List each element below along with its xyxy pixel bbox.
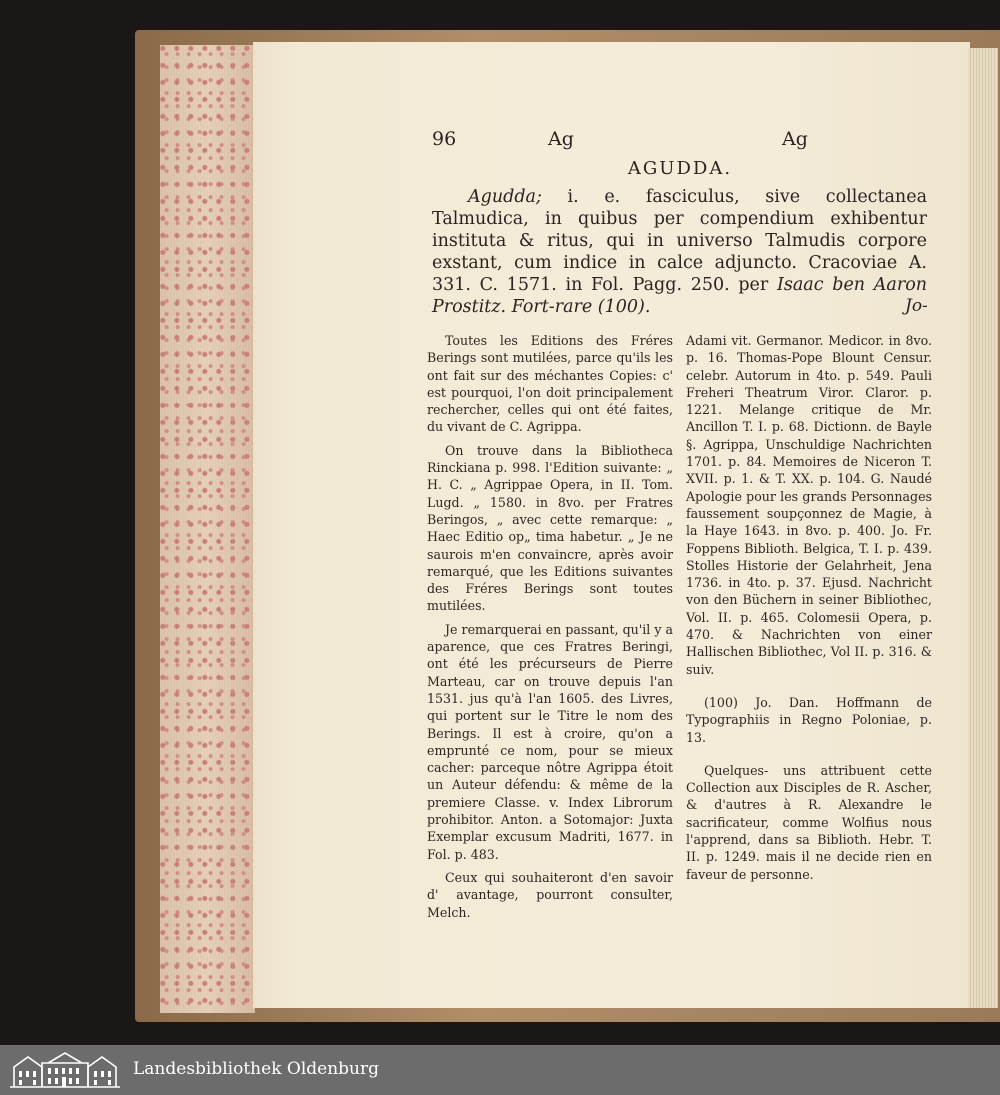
entry-title: AGUDDA. xyxy=(627,158,733,179)
entry-text xyxy=(432,186,927,318)
institution-name: Landesbibliothek Oldenburg xyxy=(133,1059,380,1079)
footnote: (100) Jo. Dan. Hoffmann de Typographiis in Regno Poloniae, p. 13. xyxy=(686,694,932,745)
paragraph: Je remarquerai en passant, qu'il y a aparence, que ces Fratres Beringi, ont été les précurseurs de Pierre Marteau, car on trouve depuis l'an 1531. jus qu'à l'an 1605. des Livres, qui portent sur le Titre le nom des Berings. Il est à croire, qu'on a emprunté ce nom, pour se mieux cacher: parceque nôtre Agrippa étoit un Auteur défendu: & même de la premiere Classe. v. Index Librorum prohibitor. Anton. a Sotomajor: Juxta Exemplar excusum Madriti, 1677. in Fol. p. 483. xyxy=(427,621,673,862)
entry-headword: Agudda; xyxy=(468,187,542,207)
paragraph: Ceux qui souhaiteront d'en savoir d' avantage, pourront consulter, Melch. xyxy=(427,869,673,920)
library-building-icon xyxy=(8,1051,122,1089)
page-number: 96 xyxy=(432,128,457,150)
paragraph: On trouve dans la Bibliotheca Rinckiana p. 998. l'Edition suivante: „ H. C. „ Agrippae Opera, in II. Tom. Lugd. „ 1580. in 8vo. per Fratres Beringos, „ avec cette remarque: „ Haec Editio op„ tima habetur. „ Je ne saurois m'en convaincre, après avoir remarqué, que les Editions suivantes des Fréres Berings sont toutes mutilées. xyxy=(427,442,673,614)
paragraph: Quelques- uns attribuent cette Collection aux Disciples de R. Ascher, & d'autres à R. Alexandre le sacrificateur, comme Wolfius nous l'apprend, dans sa Biblioth. Hebr. T. II. p. 1249. mais il ne decide rien en faveur de personne. xyxy=(686,762,932,882)
paragraph: Adami vit. Germanor. Medicor. in 8vo. p. 16. Thomas-Pope Blount Censur. celebr. Autorum in 4to. p. 549. Pauli Freheri Theatrum Viror. Claror. p. 1221. Melange critique de Mr. Ancillon T. I. p. 68. Dictionn. de Bayle §. Agrippa, Unschuldige Nachrichten 1701. p. 84. Memoires de Niceron T. XVII. p. 1. & T. XX. p. 104. G. Naudé Apologie pour les grands Personnages faussement soupçonnez de Magie, à la Haye 1643. in 8vo. p. 400. Jo. Fr. Foppens Biblioth. Belgica, T. I. p. 439. Stolles Historie der Gelahrheit, Jena 1736. in 4to. p. 37. Ejusd. Nachricht von den Büchern in seiner Bibliothec, Vol. II. p. 465. Colomesii Opera, p. 470. & Nachrichten von einer Hallischen Bibliothec, Vol II. p. 316. & suiv. xyxy=(686,333,932,677)
paragraph: Toutes les Editions des Fréres Berings sont mutilées, parce qu'ils les ont fait sur des méchantes Copies: c' est pourquoi, l'on doit principalement rechercher, celles qui ont été faites, du vivant de C. Agrippa. xyxy=(427,333,673,435)
page-stack-right xyxy=(968,48,998,1008)
running-head xyxy=(432,128,812,154)
left-column xyxy=(427,332,673,927)
entry-author: Isaac ben Aaron Prostitz. xyxy=(432,275,928,317)
entry-rarity: Fort-rare (100). xyxy=(506,297,651,317)
entry-body: i. e. fasciculus, sive collectanea Talmudica, in quibus per compendium exhibentur instituta & ritus, qui in universo Talmudis corpore exstant, cum indice in calce adjuncto. Cracoviae A. 331. C. 1571. in Fol. Pagg. 250. per xyxy=(432,187,927,295)
right-column xyxy=(686,332,932,889)
footer-bar xyxy=(0,1045,1000,1095)
page-edges xyxy=(160,45,255,1013)
running-head-right: Ag xyxy=(782,128,808,150)
catchword: Jo- xyxy=(905,296,928,316)
running-head-left: Ag xyxy=(548,128,574,150)
